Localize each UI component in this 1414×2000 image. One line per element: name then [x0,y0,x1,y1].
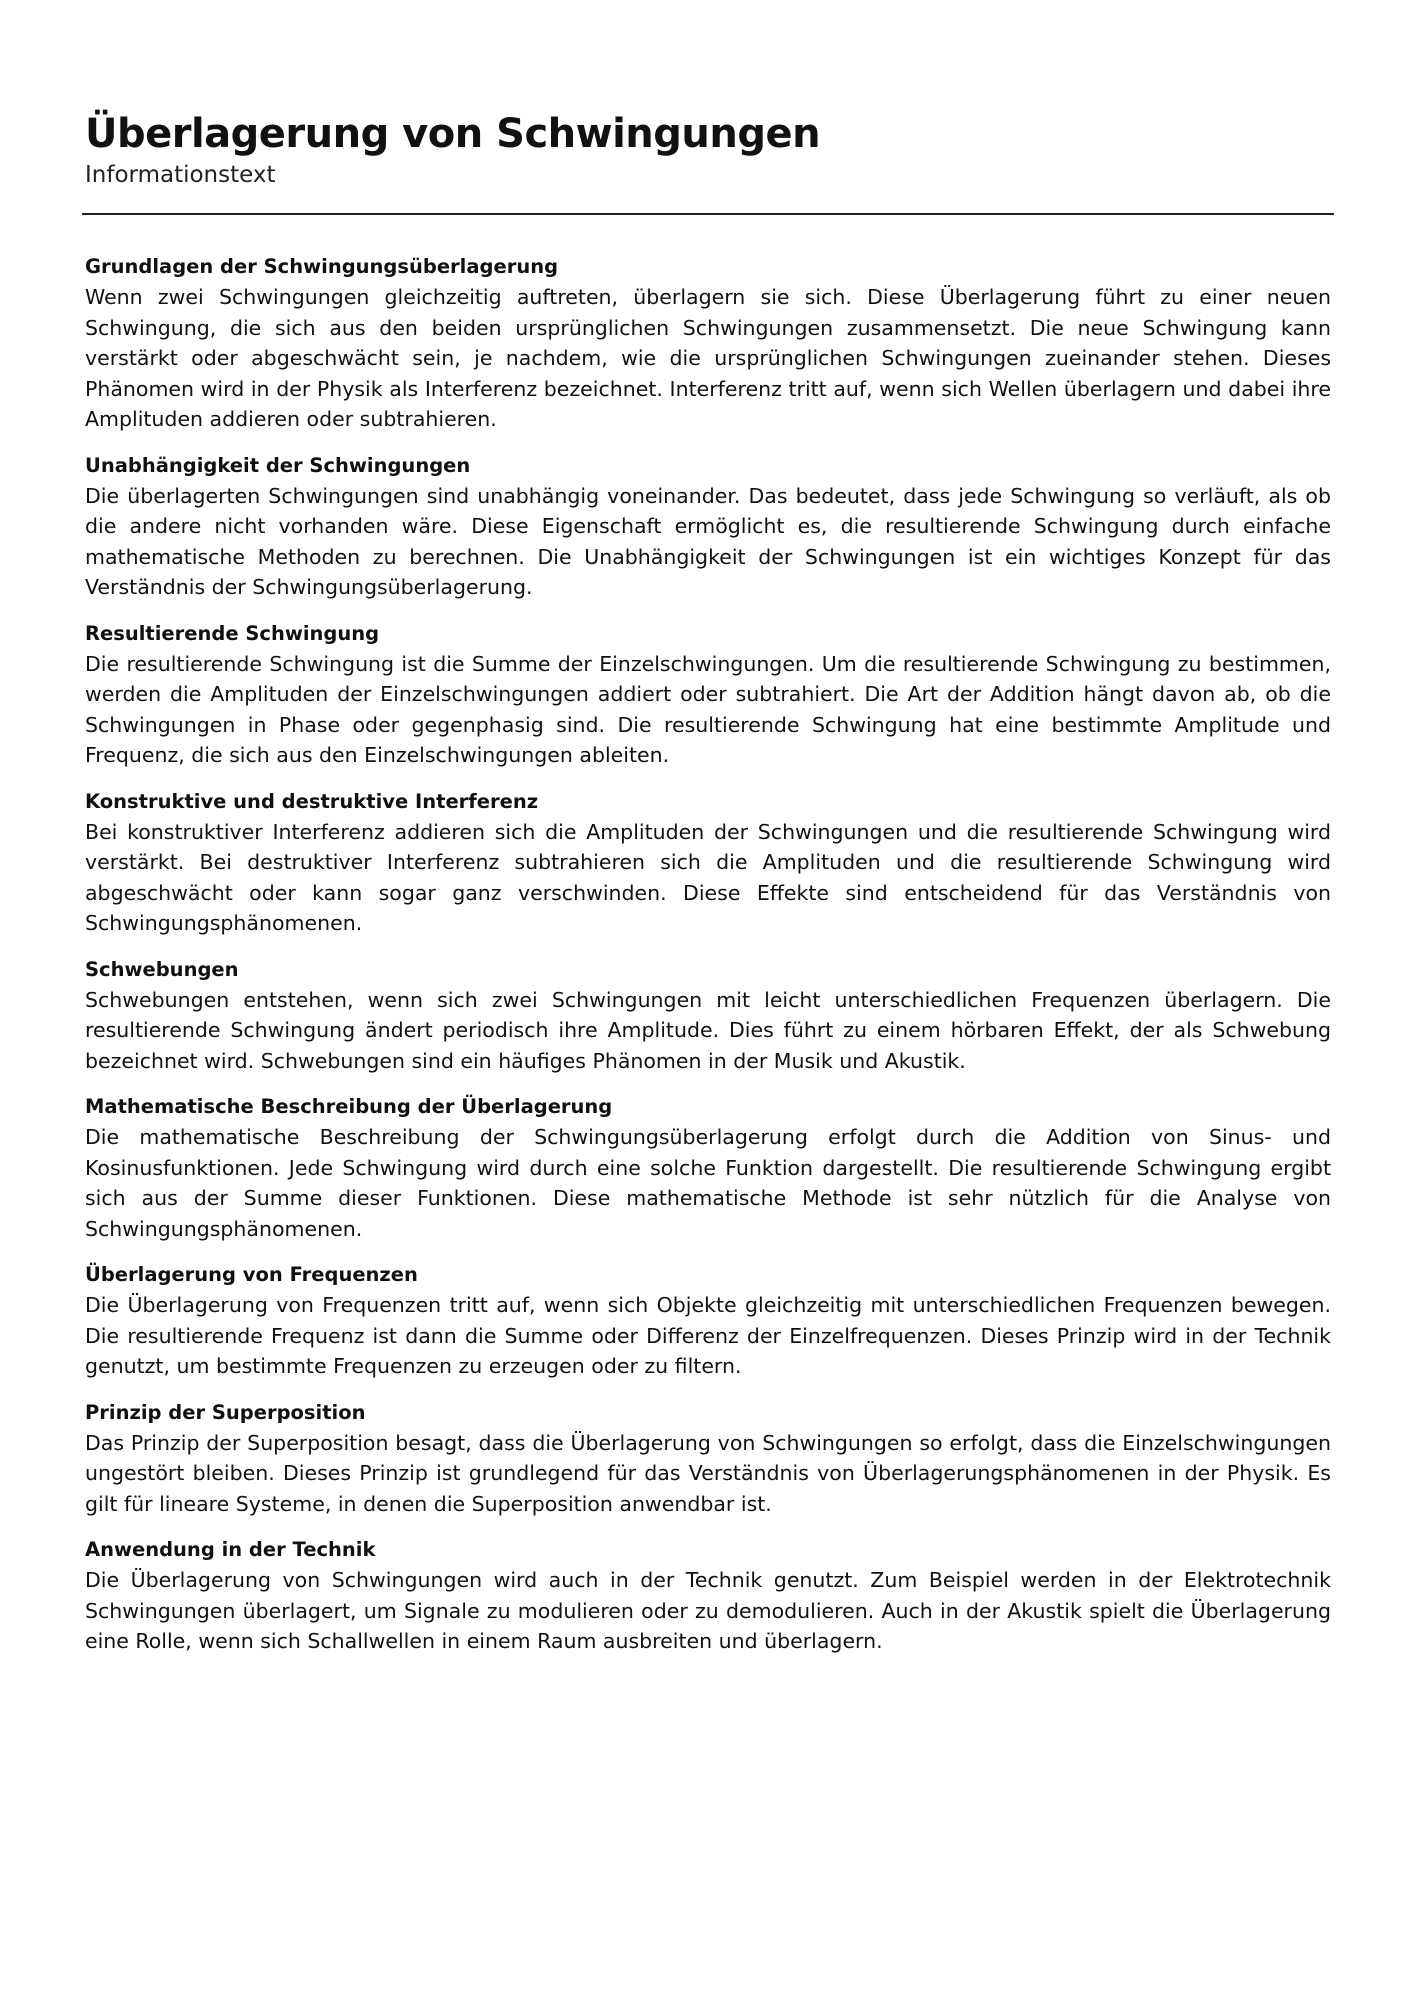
section-text: Bei konstruktiver Interferenz addieren sich die Amplituden der Schwingungen und die resultierende Schwingung wird verstärkt. Bei destruktiver Interferenz subtrahieren sich die Amplituden und die resultierende Schwingung wird abgeschwächt oder kann sogar ganz verschwinden. Diese Effekte sind entscheidend für das Verständnis von Schwingungsphänomenen. [85,819,1331,935]
section-technik [85,1535,1331,1657]
section-heading: Grundlagen der Schwingungsüberlagerung [85,255,559,278]
section-text: Die resultierende Schwingung ist die Summe der Einzelschwingungen. Um die resultierende Schwingung zu bestimmen, werden die Amplituden der Einzelschwingungen addiert oder subtrahiert. Die Art der Addition hängt davon ab, ob die Schwingungen in Phase oder gegenphasig sind. Die resultierende Schwingung hat eine bestimmte Amplitude und Frequenz, die sich aus den Einzelschwingungen ableiten. [85,651,1331,767]
section-heading: Konstruktive und destruktive Interferenz [85,789,539,813]
section-mathematische-beschreibung [85,1092,1331,1244]
section-frequenzen [85,1260,1331,1382]
section-unabhaengigkeit [85,451,1331,603]
section-resultierende-schwingung [85,619,1331,771]
section-interferenz [85,787,1331,939]
section-heading: Unabhängigkeit der Schwingungen [85,453,471,477]
section-heading: Mathematische Beschreibung der Überlagerung [85,1095,613,1118]
page-subtitle: Informationstext [85,162,276,188]
section-schwebungen [85,955,1331,1077]
title-divider [82,213,1334,215]
section-heading: Anwendung in der Technik [85,1538,376,1561]
document-page [85,110,1331,1673]
section-text: Wenn zwei Schwingungen gleichzeitig auftreten, überlagern sie sich. Diese Überlagerung führt zu einer neuen Schwingung, die sich aus den beiden ursprünglichen Schwingungen zusammensetzt. Die neue Schwingung kann verstärkt oder abgeschwächt sein, je nachdem, wie die ursprünglichen Schwingungen zueinander stehen. Dieses Phänomen wird in der Physik als Interferenz bezeichnet. Interferenz tritt auf, wenn sich Wellen überlagern und dabei ihre Amplituden addieren oder subtrahieren. [85,285,1331,431]
section-text: Die Überlagerung von Frequenzen tritt auf, wenn sich Objekte gleichzeitig mit unterschiedlichen Frequenzen bewegen. Die resultierende Frequenz ist dann die Summe oder Differenz der Einzelfrequenzen. Dieses Prinzip wird in der Technik genutzt, um bestimmte Frequenzen zu erzeugen oder zu filtern. [85,1293,1331,1378]
section-text: Die überlagerten Schwingungen sind unabhängig voneinander. Das bedeutet, dass jede Schwingung so verläuft, als ob die andere nicht vorhanden wäre. Diese Eigenschaft ermöglicht es, die resultierende Schwingung durch einfache mathematische Methoden zu berechnen. Die Unabhängigkeit der Schwingungen ist ein wichtiges Konzept für das Verständnis der Schwingungsüberlagerung. [85,483,1331,599]
section-text: Die mathematische Beschreibung der Schwingungsüberlagerung erfolgt durch die Addition von Sinus- und Kosinusfunktionen. Jede Schwingung wird durch eine solche Funktion dargestellt. Die resultierende Schwingung ergibt sich aus der Summe dieser Funktionen. Diese mathematische Methode ist sehr nützlich für die Analyse von Schwingungsphänomenen. [85,1125,1331,1241]
section-superposition [85,1398,1331,1520]
section-heading: Schwebungen [85,957,239,981]
section-text: Schwebungen entstehen, wenn sich zwei Schwingungen mit leicht unterschiedlichen Frequenzen überlagern. Die resultierende Schwingung ändert periodisch ihre Amplitude. Dies führt zu einem hörbaren Effekt, der als Schwebung bezeichnet wird. Schwebungen sind ein häufiges Phänomen in der Musik und Akustik. [85,987,1331,1073]
section-heading: Prinzip der Superposition [85,1400,366,1424]
section-heading: Resultierende Schwingung [85,621,380,645]
content-sections [85,252,1331,1657]
section-heading: Überlagerung von Frequenzen [85,1263,418,1286]
section-grundlagen [85,252,1331,435]
section-text: Das Prinzip der Superposition besagt, dass die Überlagerung von Schwingungen so erfolgt, dass die Einzelschwingungen ungestört bleiben. Dieses Prinzip ist grundlegend für das Verständnis von Überlagerungsphänomenen in der Physik. Es gilt für lineare Systeme, in denen die Superposition anwendbar ist. [85,1430,1331,1516]
section-text: Die Überlagerung von Schwingungen wird auch in der Technik genutzt. Zum Beispiel werden in der Elektrotechnik Schwingungen überlagert, um Signale zu modulieren oder zu demodulieren. Auch in der Akustik spielt die Überlagerung eine Rolle, wenn sich Schallwellen in einem Raum ausbreiten und überlagern. [85,1568,1331,1653]
page-title: Überlagerung von Schwingungen [85,111,821,157]
